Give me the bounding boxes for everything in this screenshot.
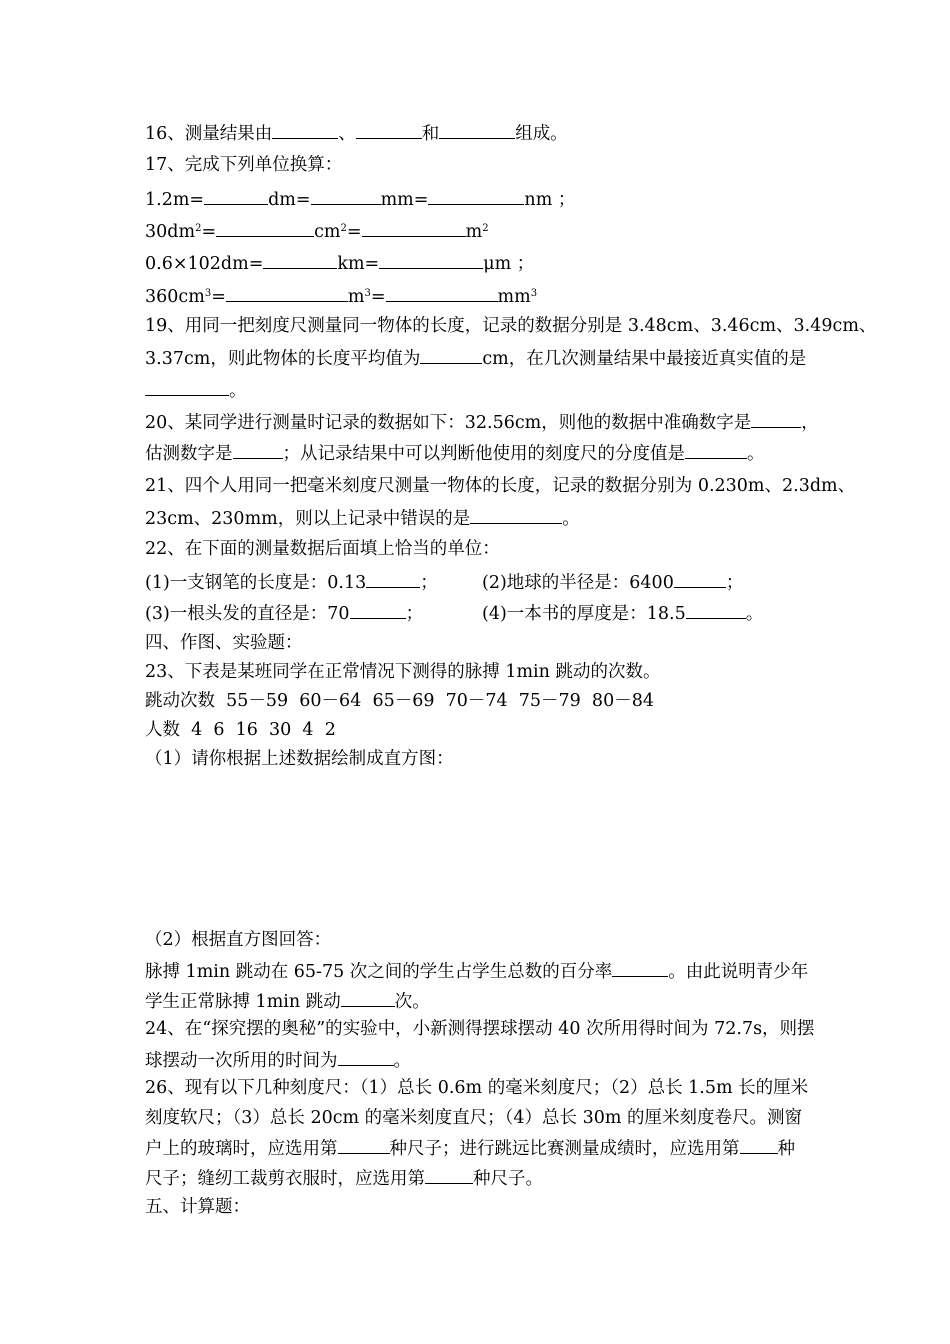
q23-p2-l2-b: 次。 <box>394 992 430 1012</box>
q22-item-4 <box>482 601 763 625</box>
q17-l1-c: mm= <box>380 190 429 210</box>
q17-l2-sup-1: 2 <box>195 223 202 234</box>
q26-blank-1 <box>338 1136 390 1154</box>
q17-l2-blank-2 <box>362 219 466 237</box>
q16-blank-3 <box>439 121 515 139</box>
q23-blank-2 <box>341 989 395 1007</box>
q22-item-3 <box>145 601 423 625</box>
q23-table-row-1: 跳动次数 55－59 60－64 65－69 70－74 75－79 80－84 <box>145 691 654 711</box>
q23-part-2-line-2 <box>145 989 430 1013</box>
question-16 <box>145 121 568 145</box>
q20-l2-c: 。 <box>747 444 765 464</box>
q17-l2-c: cm <box>314 222 341 242</box>
q17-line-2 <box>145 219 489 243</box>
q20-l1-a: 20、某同学进行测量时记录的数据如下：32.56cm，则他的数据中准确数字是 <box>145 413 752 433</box>
q19-blank-2 <box>145 378 229 396</box>
question-17-title: 17、完成下列单位换算： <box>145 155 343 175</box>
q17-l2-a: 30dm <box>145 222 196 242</box>
q22-i2-end: ； <box>725 573 744 593</box>
q16-text: 16、测量结果由 <box>145 124 273 144</box>
q24-line-2 <box>145 1048 411 1072</box>
q17-l1-d: nm ； <box>524 190 576 210</box>
q21-line-1: 21、四个人用同一把毫米刻度尺测量一物体的长度，记录的数据分别为 0.230m、2.3dm、 <box>145 476 856 496</box>
q16-sep: 、 <box>338 124 356 144</box>
q17-l3-b: km= <box>337 254 380 274</box>
q17-l3-blank-1 <box>263 251 337 269</box>
q26-line-4 <box>145 1166 543 1190</box>
q17-l4-e: mm <box>497 287 531 307</box>
q17-l2-e: m <box>465 222 483 242</box>
q26-line-2: 刻度软尺；（3）总长 20cm 的毫米刻度直尺；（4）总长 30m 的厘米刻度卷尺。测窗 <box>145 1108 803 1128</box>
q17-line-3 <box>145 251 534 275</box>
q17-l1-b: dm= <box>268 190 311 210</box>
q16-and: 和 <box>421 124 440 144</box>
q26-l3-b: 种尺子；进行跳远比赛测量成绩时，应选用第 <box>389 1139 740 1159</box>
q19-l2-b: cm，在几次测量结果中最接近真实值的是 <box>482 349 807 369</box>
q23-table-row-2: 人数 4 6 16 30 4 2 <box>145 720 336 740</box>
q20-blank-3 <box>685 441 747 459</box>
q16-end: 组成。 <box>515 124 568 144</box>
q20-line-1 <box>145 410 819 434</box>
q20-l1-b: ， <box>801 413 819 433</box>
q16-blank-1 <box>272 121 338 139</box>
q17-l4-a: 360cm <box>145 287 205 307</box>
q16-blank-2 <box>356 121 422 139</box>
q22-blank-4 <box>686 601 746 619</box>
q23-part-2-line-1 <box>145 959 808 983</box>
q17-l4-d: = <box>370 287 386 307</box>
q22-blank-1 <box>366 570 420 588</box>
q21-line-2 <box>145 506 580 530</box>
q23-title: 23、下表是某班同学在正常情况下测得的脉搏 1min 跳动的次数。 <box>145 662 661 682</box>
q22-blank-3 <box>350 601 406 619</box>
q22-i1-end: ； <box>420 573 438 593</box>
q21-l2-a: 23cm、230mm，则以上记录中错误的是 <box>145 509 471 529</box>
q26-line-3 <box>145 1136 795 1160</box>
q26-l3-c: 种 <box>777 1139 795 1159</box>
q22-item-1 <box>145 570 438 594</box>
q20-line-2 <box>145 441 765 465</box>
q19-line-1: 19、用同一把刻度尺测量同一物体的长度，记录的数据分别是 3.48cm、3.46cm、3.49cm、 <box>145 316 877 336</box>
q26-l3-a: 户上的玻璃时，应选用第 <box>145 1139 338 1159</box>
q22-i1: (1)一支钢笔的长度是：0.13 <box>145 573 367 593</box>
q22-i3-end: ； <box>405 604 424 624</box>
q23-blank-1 <box>612 959 668 977</box>
q23-part-1: （1）请你根据上述数据绘制成直方图： <box>145 749 454 769</box>
q17-l2-blank-1 <box>216 219 314 237</box>
q19-blank-1 <box>420 346 482 364</box>
q17-l4-blank-2 <box>386 284 498 302</box>
q17-l4-b: = <box>211 287 226 307</box>
q22-title: 22、在下面的测量数据后面填上恰当的单位： <box>145 539 500 559</box>
q17-l4-c: m <box>347 287 365 307</box>
q22-i2: (2)地球的半径是：6400 <box>482 573 674 593</box>
q26-blank-3 <box>425 1166 473 1184</box>
q17-l2-b: = <box>201 222 217 242</box>
q17-l3-blank-2 <box>379 251 483 269</box>
q17-l2-sup-2: 2 <box>340 223 347 234</box>
q22-i4-end: 。 <box>745 604 764 624</box>
q22-i4: (4)一本书的厚度是：18.5 <box>482 604 686 624</box>
q21-blank <box>470 506 562 524</box>
q26-l4-a: 尺子；缝纫工裁剪衣服时，应选用第 <box>145 1169 425 1189</box>
q23-part-2: （2）根据直方图回答： <box>145 930 332 950</box>
q17-l3-c: μm ； <box>483 254 535 274</box>
q17-l1-blank-3 <box>428 187 524 205</box>
q19-l2-a: 3.37cm，则此物体的长度平均值为 <box>145 349 421 369</box>
q20-blank-2 <box>233 441 283 459</box>
section-5-heading: 五、计算题： <box>145 1197 250 1217</box>
q22-item-2 <box>482 570 743 594</box>
q17-l2-sup-3: 2 <box>482 223 489 234</box>
q20-blank-1 <box>751 410 801 428</box>
q24-blank <box>338 1048 394 1066</box>
q21-l2-b: 。 <box>562 509 580 529</box>
q17-l2-d: = <box>346 222 362 242</box>
q24-l2-b: 。 <box>393 1051 411 1071</box>
q17-l4-sup-1: 3 <box>204 288 212 299</box>
section-4-heading: 四、作图、实验题： <box>145 633 303 653</box>
q22-blank-2 <box>674 570 726 588</box>
q23-p2-l1-a: 脉搏 1min 跳动在 65-75 次之间的学生占学生总数的百分率 <box>145 962 613 982</box>
q20-l2-a: 估测数字是 <box>145 444 233 464</box>
q17-l4-sup-2: 3 <box>364 288 371 299</box>
q20-l2-b: ；从记录结果中可以判断他使用的刻度尺的分度值是 <box>282 444 685 464</box>
q26-blank-2 <box>740 1136 778 1154</box>
q17-line-1 <box>145 187 575 211</box>
q19-line-2 <box>145 346 806 370</box>
q19-l3: 。 <box>229 381 247 401</box>
q17-l4-blank-1 <box>226 284 348 302</box>
q17-l1-a: 1.2m= <box>145 190 205 210</box>
q17-l3-a: 0.6×102dm= <box>145 254 264 274</box>
q17-l4-sup-3: 3 <box>530 288 538 299</box>
q24-l2-a: 球摆动一次所用的时间为 <box>145 1051 338 1071</box>
q22-i3: (3)一根头发的直径是：70 <box>145 604 350 624</box>
q24-line-1: 24、在“探究摆的奥秘”的实验中，小新测得摆球摆动 40 次所用得时间为 72.7s，则摆 <box>145 1019 815 1039</box>
q23-p2-l2-a: 学生正常脉搏 1min 跳动 <box>145 992 341 1012</box>
q17-l1-blank-2 <box>311 187 381 205</box>
q19-line-3 <box>145 378 247 402</box>
q26-line-1: 26、现有以下几种刻度尺：（1）总长 0.6m 的毫米刻度尺；（2）总长 1.5m 长的厘米 <box>145 1078 809 1098</box>
q17-l1-blank-1 <box>204 187 268 205</box>
q26-l4-b: 种尺子。 <box>473 1169 543 1189</box>
q17-line-4 <box>145 284 537 308</box>
q23-p2-l1-b: 。由此说明青少年 <box>668 962 809 982</box>
